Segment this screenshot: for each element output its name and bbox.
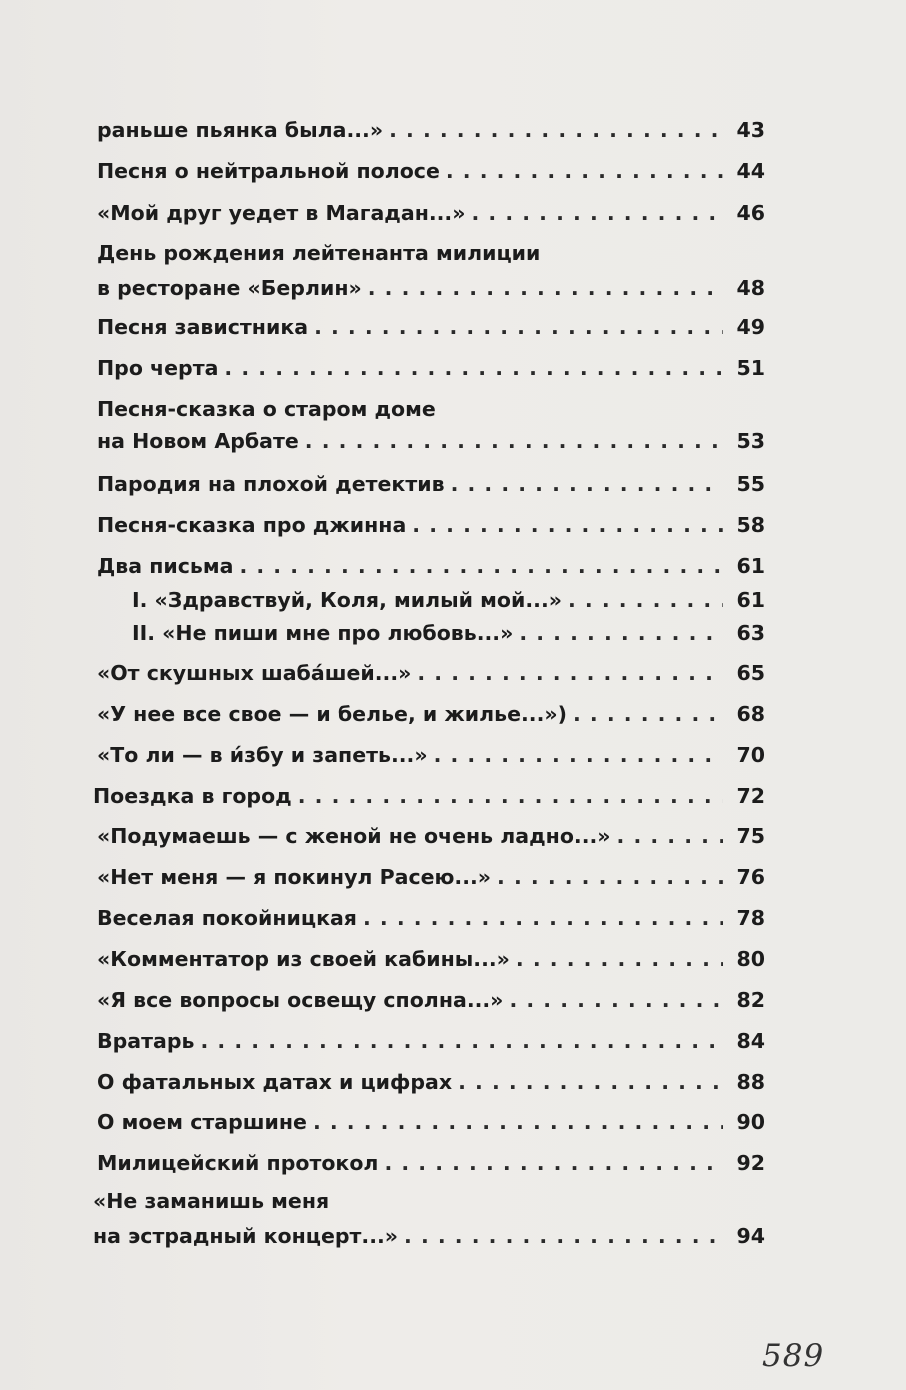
dot-leader — [617, 822, 723, 850]
toc-entry — [97, 354, 765, 382]
entry-title: О моем старшине — [97, 1110, 307, 1134]
entry-page-number: 43 — [736, 118, 765, 142]
entry-page-number: 44 — [736, 159, 765, 183]
toc-subentry — [132, 619, 765, 647]
entry-title: I. «Здравствуй, Коля, милый мой...» — [132, 588, 562, 612]
toc-entry — [97, 741, 765, 769]
dot-leader — [451, 470, 723, 498]
dot-leader — [519, 619, 723, 647]
entry-title: «У нее все свое — и белье, и жилье...») — [97, 702, 567, 726]
toc-entry — [97, 116, 765, 144]
dot-leader — [568, 586, 723, 614]
toc-entry — [97, 986, 765, 1014]
dot-leader — [412, 511, 723, 539]
dot-leader — [363, 904, 723, 932]
toc-entry — [97, 395, 765, 455]
entry-page-number: 46 — [736, 201, 765, 225]
entry-page-number: 90 — [736, 1110, 765, 1134]
dot-leader — [313, 1108, 723, 1136]
entry-page-number: 75 — [736, 824, 765, 848]
entry-page-number: 61 — [736, 554, 765, 578]
dot-leader — [224, 354, 723, 382]
entry-page-number: 82 — [736, 988, 765, 1012]
toc-entry — [97, 470, 765, 498]
dot-leader — [458, 1068, 723, 1096]
entry-page-number: 48 — [736, 276, 765, 300]
toc-subentry — [132, 586, 765, 614]
entry-title: «От скушных шаба́шей...» — [97, 661, 412, 685]
toc-entry — [97, 1068, 765, 1096]
entry-page-number: 70 — [736, 743, 765, 767]
dot-leader — [509, 986, 723, 1014]
entry-page-number: 88 — [736, 1070, 765, 1094]
entry-page-number: 78 — [736, 906, 765, 930]
dot-leader — [417, 659, 723, 687]
entry-title: О фатальных датах и цифрах — [97, 1070, 453, 1094]
entry-title: Два письма — [97, 554, 234, 578]
toc-entry — [93, 1187, 765, 1250]
entry-page-number: 92 — [736, 1151, 765, 1175]
entry-page-number: 76 — [736, 865, 765, 889]
entry-title: Веселая покойницкая — [97, 906, 357, 930]
toc-entry — [97, 1027, 765, 1055]
dot-leader — [446, 157, 723, 185]
toc-entry — [97, 1108, 765, 1136]
dot-leader — [239, 552, 723, 580]
entry-title-line1: День рождения лейтенанта милиции — [97, 241, 541, 265]
entry-title: на Новом Арбате — [97, 429, 299, 453]
entry-title-line1: Песня-сказка о старом доме — [97, 397, 436, 421]
entry-page-number: 53 — [736, 429, 765, 453]
entry-title: Милицейский протокол — [97, 1151, 379, 1175]
entry-page-number: 49 — [736, 315, 765, 339]
entry-title: «Подумаешь — с женой не очень ладно...» — [97, 824, 611, 848]
entry-page-number: 68 — [736, 702, 765, 726]
toc-entry — [97, 199, 765, 227]
dot-leader — [471, 199, 723, 227]
dot-leader — [201, 1027, 724, 1055]
dot-leader — [389, 116, 723, 144]
entry-title: Про черта — [97, 356, 219, 380]
dot-leader — [516, 945, 723, 973]
entry-page-number: 63 — [736, 621, 765, 645]
dot-leader — [314, 313, 723, 341]
entry-title: «То ли — в и́збу и запеть...» — [97, 743, 428, 767]
entry-page-number: 65 — [736, 661, 765, 685]
dot-leader — [384, 1149, 723, 1177]
entry-page-number: 61 — [736, 588, 765, 612]
entry-page-number: 94 — [736, 1224, 765, 1248]
toc-entry — [97, 904, 765, 932]
entry-title: Песня о нейтральной полосе — [97, 159, 440, 183]
page-number-folio: 589 — [762, 1338, 825, 1374]
toc-entry — [97, 945, 765, 973]
toc-entry — [97, 511, 765, 539]
entry-title-line1: «Не заманишь меня — [93, 1189, 330, 1213]
entry-title: раньше пьянка была...» — [97, 118, 384, 142]
dot-leader — [404, 1222, 723, 1250]
entry-title: в ресторане «Берлин» — [97, 276, 362, 300]
entry-title: «Комментатор из своей кабины...» — [97, 947, 510, 971]
toc-entry — [97, 552, 765, 580]
toc-entry — [97, 157, 765, 185]
toc-entry — [97, 313, 765, 341]
entry-page-number: 72 — [736, 784, 765, 808]
entry-page-number: 58 — [736, 513, 765, 537]
entry-page-number: 51 — [736, 356, 765, 380]
entry-page-number: 80 — [736, 947, 765, 971]
dot-leader — [298, 782, 723, 810]
entry-title: Пародия на плохой детектив — [97, 472, 445, 496]
entry-title: Песня-сказка про джинна — [97, 513, 407, 537]
entry-page-number: 84 — [736, 1029, 765, 1053]
toc-entry — [93, 782, 765, 810]
dot-leader — [434, 741, 723, 769]
dot-leader — [497, 863, 723, 891]
entry-title: на эстрадный концерт...» — [93, 1224, 399, 1248]
toc-entry — [97, 239, 765, 302]
entry-title: II. «Не пиши мне про любовь...» — [132, 621, 514, 645]
toc-entry — [97, 659, 765, 687]
dot-leader — [305, 427, 723, 455]
entry-title: Песня завистника — [97, 315, 309, 339]
toc-entry — [97, 863, 765, 891]
toc-entry — [97, 822, 765, 850]
entry-page-number: 55 — [736, 472, 765, 496]
entry-title: «Нет меня — я покинул Расею...» — [97, 865, 492, 889]
entry-title: Поездка в город — [93, 784, 292, 808]
dot-leader — [368, 274, 723, 302]
toc-entry — [97, 700, 765, 728]
dot-leader — [573, 700, 723, 728]
entry-title: «Я все вопросы освещу сполна...» — [97, 988, 504, 1012]
entry-title: Вратарь — [97, 1029, 195, 1053]
toc-entry — [97, 1149, 765, 1177]
entry-title: «Мой друг уедет в Магадан...» — [97, 201, 466, 225]
